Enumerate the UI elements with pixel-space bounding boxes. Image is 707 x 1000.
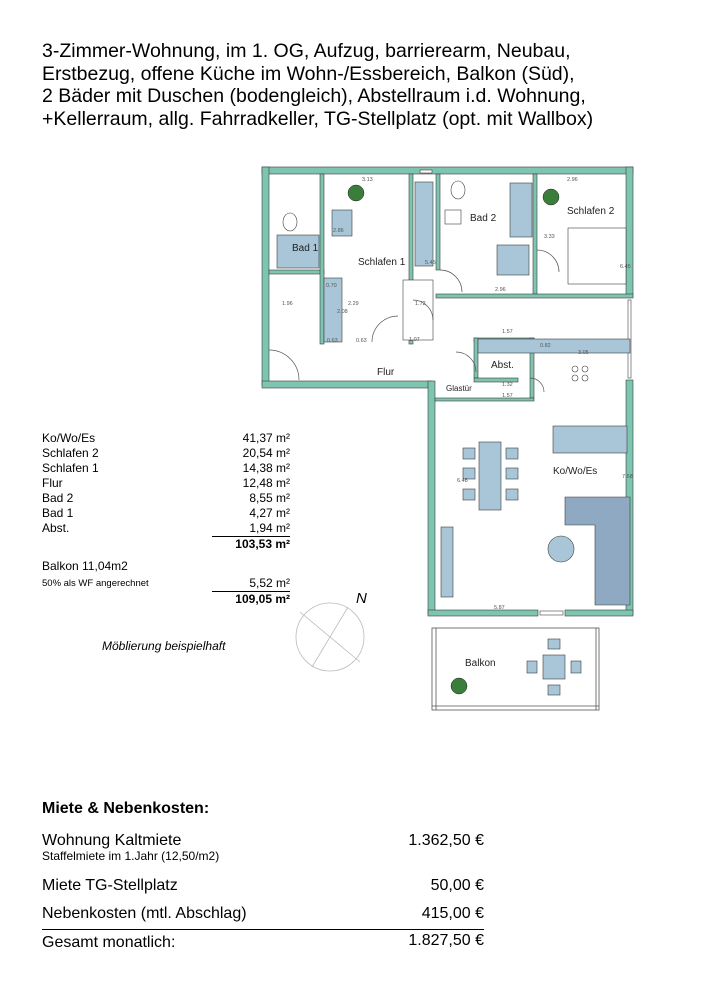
window [420, 170, 432, 173]
stove-burner [572, 366, 578, 372]
room-label: Balkon [465, 658, 496, 669]
plant [451, 678, 467, 694]
dimension-label: 1.72 [415, 301, 426, 307]
wall [626, 167, 633, 297]
cost-row [42, 875, 484, 897]
area-label: Abst. [42, 521, 70, 535]
room-label: Glastür [446, 384, 472, 393]
wall [533, 174, 537, 294]
wall [320, 174, 324, 344]
area-label: Schlafen 1 [42, 461, 99, 475]
balkon-note: 50% als WF angerechnet [42, 578, 149, 589]
stove-burner [582, 375, 588, 381]
coffee-table [548, 536, 574, 562]
area-label: Bad 2 [42, 491, 74, 505]
area-label: Ko/Wo/Es [42, 431, 96, 445]
dimension-label: 2.96 [495, 287, 506, 293]
dimension-label: 6.45 [620, 264, 631, 270]
dimension-label: 1.57 [502, 329, 513, 335]
area-label: Schlafen 2 [42, 446, 99, 460]
area-value: 20,54 m² [242, 446, 290, 460]
cost-row [42, 903, 484, 925]
dimension-label: 0.70 [326, 283, 337, 289]
plant [543, 189, 559, 205]
door [372, 316, 398, 342]
sofa [565, 497, 630, 605]
cost-value: 415,00 € [421, 905, 484, 922]
compass [296, 603, 364, 671]
stove-burner [582, 366, 588, 372]
room-label: Bad 1 [292, 243, 319, 254]
wall [428, 381, 435, 615]
kitchen-island [553, 426, 627, 453]
balcony-table [543, 655, 565, 679]
area-value: 14,38 m² [242, 461, 290, 475]
sink [445, 210, 461, 224]
area-value: 12,48 m² [242, 476, 290, 490]
room-label: Bad 2 [470, 213, 497, 224]
area-value: 41,37 m² [242, 431, 290, 445]
toilet [451, 181, 465, 199]
headline-line: +Kellerraum, allg. Fahrradkeller, TG-Stellplatz (opt. mit Wallbox) [42, 107, 594, 130]
dimension-label: 5.87 [494, 605, 505, 611]
kitchen-counter [478, 339, 630, 353]
window [540, 611, 563, 615]
cost-total-label: Gesamt monatlich: [42, 934, 176, 951]
area-label: Flur [42, 476, 63, 490]
toilet [283, 213, 297, 231]
door [269, 350, 299, 380]
dining-table [479, 442, 501, 510]
wall [435, 398, 534, 401]
wall [428, 610, 538, 616]
dimension-label: 3.05 [578, 350, 589, 356]
balkon-value: 5,52 m² [212, 576, 290, 592]
wall [436, 294, 633, 298]
dimension-label: 1.07 [409, 337, 420, 343]
bed [568, 228, 626, 284]
room-label: Ko/Wo/Es [553, 466, 598, 477]
dimension-label: 1.32 [502, 382, 513, 388]
room-label: Schlafen 1 [358, 257, 406, 268]
dimension-label: 5.45 [425, 260, 436, 266]
cost-table [42, 800, 484, 954]
dimension-label: 6.48 [457, 478, 468, 484]
dimension-label: 2.86 [333, 228, 344, 234]
wall [436, 174, 440, 270]
door [440, 270, 462, 292]
cost-value: 50,00 € [430, 877, 484, 894]
cost-label: Wohnung Kaltmiete [42, 832, 182, 849]
headline-line: Erstbezug, offene Küche im Wohn-/Essbereich, Balkon (Süd), [42, 62, 575, 85]
area-value: 8,55 m² [249, 491, 290, 505]
plant [348, 185, 364, 201]
cost-row [42, 830, 484, 852]
door [456, 352, 476, 372]
dimension-label: 0.63 [327, 338, 338, 344]
dimension-label: 1.96 [282, 301, 293, 307]
door [537, 250, 559, 272]
wall [269, 270, 324, 274]
area-subtotal: 103,53 m² [235, 537, 290, 551]
area-value: 1,94 m² [212, 521, 290, 537]
wall [565, 610, 633, 616]
bathtub [510, 183, 532, 237]
wall [262, 381, 432, 388]
cost-total-row [42, 929, 484, 954]
north-label: N [356, 590, 367, 607]
headline-line: 3-Zimmer-Wohnung, im 1. OG, Aufzug, barrierearm, Neubau, [42, 40, 571, 62]
shower [497, 245, 529, 275]
room-label: Schlafen 2 [567, 206, 615, 217]
cost-label: Nebenkosten (mtl. Abschlag) [42, 905, 247, 922]
sideboard [441, 527, 453, 597]
cost-title: Miete & Nebenkosten: [42, 800, 210, 817]
cost-subnote: Staffelmiete im 1.Jahr (12,50/m2) [42, 849, 220, 863]
cost-total-value: 1.827,50 € [408, 932, 484, 949]
stove-burner [572, 375, 578, 381]
dimension-label: 1.57 [502, 393, 513, 399]
dimension-label: 3.13 [362, 177, 373, 183]
headline-line: 2 Bäder mit Duschen (bodengleich), Abstellraum i.d. Wohnung, [42, 85, 586, 107]
room-label: Flur [377, 367, 395, 378]
cost-value: 1.362,50 € [408, 832, 484, 849]
closet [415, 182, 433, 266]
dimension-label: 2.29 [348, 301, 359, 307]
area-total: 109,05 m² [235, 592, 290, 606]
dimension-label: 2.96 [567, 177, 578, 183]
dimension-label: 7.68 [622, 474, 633, 480]
area-label: Bad 1 [42, 506, 74, 520]
wall [262, 167, 269, 385]
dimension-label: 3.33 [544, 234, 555, 240]
cost-label: Miete TG-Stellplatz [42, 877, 178, 894]
dimension-label: 0.63 [356, 338, 367, 344]
room-label: Abst. [491, 360, 514, 371]
wall [262, 167, 633, 174]
area-value: 4,27 m² [249, 506, 290, 520]
dimension-label: 0.82 [540, 343, 551, 349]
balkon-label: Balkon 11,04m2 [42, 559, 128, 573]
dimension-label: 2.08 [337, 309, 348, 315]
bed [403, 280, 433, 340]
furnishing-note: Möblierung beispielhaft [102, 639, 226, 653]
